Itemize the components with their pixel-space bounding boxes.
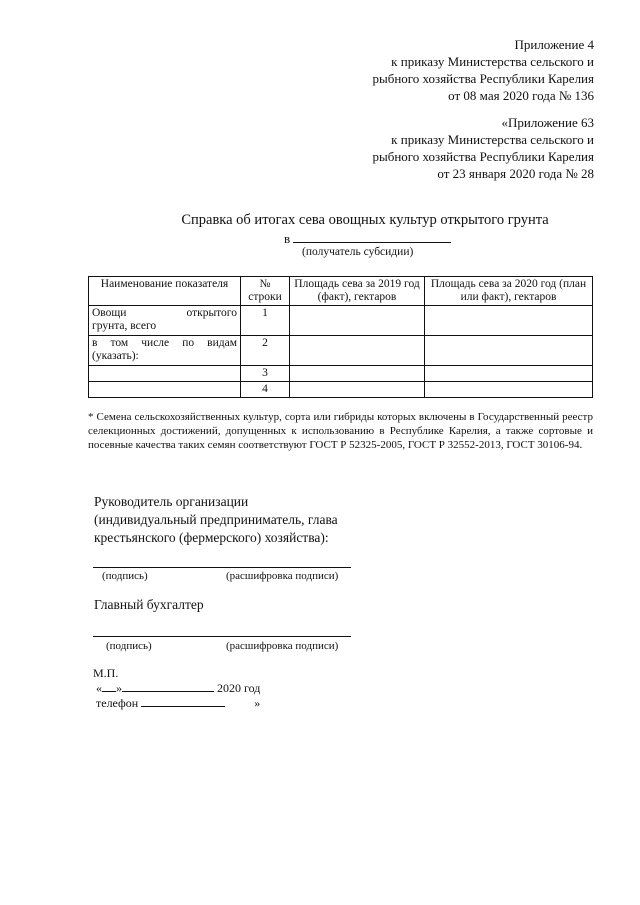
accountant-title: Главный бухгалтер — [94, 597, 204, 612]
row-label-line: (указать): — [92, 350, 139, 362]
head-signature-title — [94, 493, 338, 547]
row-number: 1 — [241, 306, 290, 336]
cell-area-2020[interactable] — [425, 306, 593, 336]
appendix-4-order: к приказу Министерства сельского и — [391, 54, 594, 69]
cell-area-2019[interactable] — [290, 382, 425, 398]
sowing-table — [88, 276, 593, 398]
row-label[interactable] — [89, 382, 241, 398]
stamp-place: М.П. — [93, 666, 119, 680]
accountant-sign-caption: (подпись) — [106, 640, 152, 652]
appendix-63-block — [372, 114, 594, 182]
row-label — [89, 306, 241, 336]
appendix-63-ministry: рыбного хозяйства Республики Карелия — [372, 149, 594, 164]
table-row — [89, 366, 593, 382]
document-title: Справка об итогах сева овощных культур открытого грунта — [181, 212, 549, 228]
row-label[interactable] — [89, 366, 241, 382]
appendix-4-ministry: рыбного хозяйства Республики Карелия — [372, 71, 594, 86]
recipient-caption: (получатель субсидии) — [302, 246, 414, 258]
recipient-prefix: в — [284, 231, 291, 246]
date-year: 2020 год — [217, 681, 261, 695]
header-area-2019: Площадь сева за 2019 год (факт), гектаров — [290, 277, 425, 306]
head-sign-caption: (подпись) — [102, 570, 148, 582]
cell-area-2020[interactable] — [425, 336, 593, 366]
head-title-line: (индивидуальный предприниматель, глава — [94, 512, 338, 527]
date-day-line[interactable] — [102, 681, 116, 692]
footnote: * Семена сельскохозяйственных культур, сорта или гибриды которых включены в Государственный реестр селекционных достижений, допущенных к использованию в Республике Карелия, а также сортовые и посевные качества таких семян соответствуют ГОСТ Р 52325-2005, ГОСТ Р 32552-2013, ГОСТ 30106-94. — [88, 411, 593, 451]
cell-area-2019[interactable] — [290, 336, 425, 366]
date-quote-close: » — [116, 681, 122, 695]
appendix-4-date: от 08 мая 2020 года № 136 — [448, 88, 594, 103]
phone-field — [96, 696, 260, 711]
row-label-line: грунта, всего — [92, 320, 157, 332]
recipient-line[interactable] — [293, 232, 451, 243]
appendix-63-order: к приказу Министерства сельского и — [391, 132, 594, 147]
header-name: Наименование показателя — [89, 277, 241, 306]
row-number: 3 — [241, 366, 290, 382]
cell-area-2019[interactable] — [290, 366, 425, 382]
cell-area-2020[interactable] — [425, 366, 593, 382]
accountant-signature-line[interactable] — [93, 636, 351, 637]
row-label — [89, 336, 241, 366]
row-label-line: в том числе по видам — [92, 337, 237, 349]
head-decode-caption: (расшифровка подписи) — [226, 570, 339, 582]
appendix-63-date: от 23 января 2020 года № 28 — [437, 166, 594, 181]
cell-area-2019[interactable] — [290, 306, 425, 336]
table-header-row — [89, 277, 593, 306]
closing-quote: » — [254, 696, 261, 710]
head-title-line: Руководитель организации — [94, 494, 249, 509]
cell-area-2020[interactable] — [425, 382, 593, 398]
header-area-2020: Площадь сева за 2020 год (план или факт), гектаров — [425, 277, 593, 306]
appendix-4-title: Приложение 4 — [514, 37, 594, 52]
row-label-line: Овощи открытого — [92, 307, 237, 319]
row-number: 4 — [241, 382, 290, 398]
phone-line[interactable] — [141, 696, 225, 707]
header-row-no: № строки — [241, 277, 290, 306]
date-month-line[interactable] — [122, 681, 214, 692]
row-number: 2 — [241, 336, 290, 366]
head-signature-line[interactable] — [93, 567, 351, 568]
table-row — [89, 382, 593, 398]
phone-label: телефон — [96, 696, 139, 710]
appendix-63-title: «Приложение 63 — [501, 115, 594, 130]
date-quote-open: « — [96, 681, 102, 695]
recipient-field[interactable] — [284, 231, 451, 247]
table-row — [89, 336, 593, 366]
accountant-decode-caption: (расшифровка подписи) — [226, 640, 339, 652]
head-title-line: крестьянского (фермерского) хозяйства): — [94, 530, 329, 545]
appendix-4-block — [372, 36, 594, 104]
date-field — [96, 681, 260, 696]
table-row — [89, 306, 593, 336]
